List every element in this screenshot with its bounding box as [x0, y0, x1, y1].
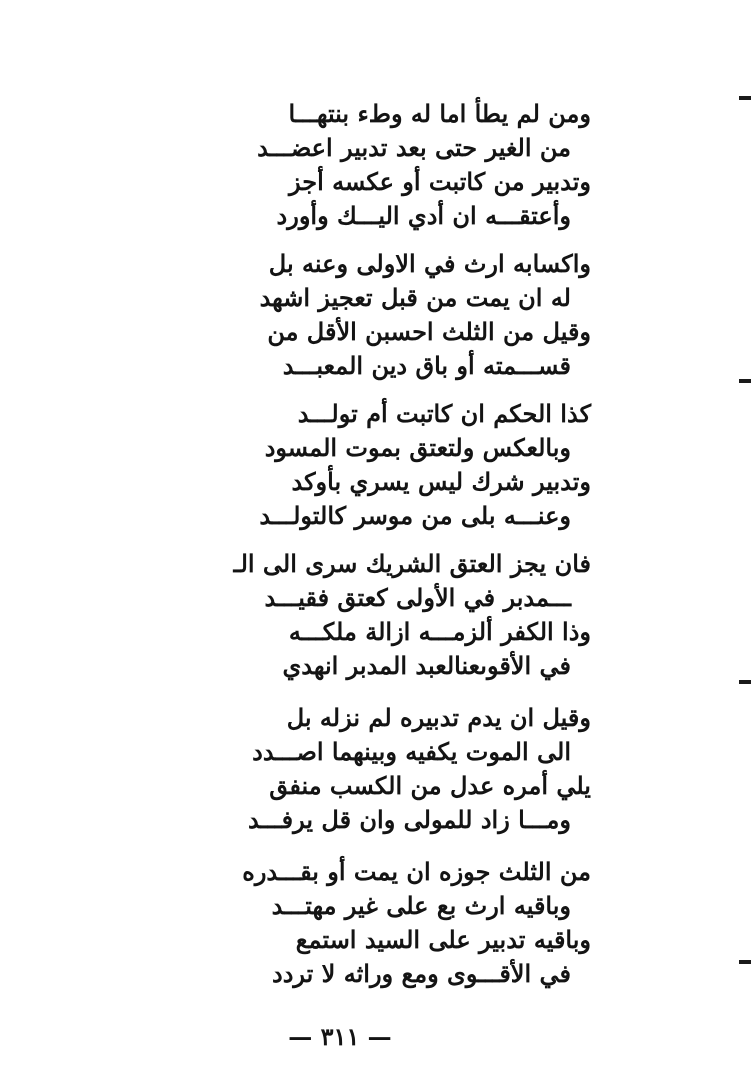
verse-line: وباقيه تدبير على السيد استمع	[295, 925, 591, 954]
verse-line: وأعتقـــه ان أدي اليـــك وأورد	[276, 201, 571, 230]
verse-line: ـــمدبر في الأولى كعتق فقيـــد	[264, 583, 571, 612]
verse-line: ومـــا زاد للمولى وان قل يرفـــد	[247, 805, 571, 834]
verse-line: وذا الكفر ألزمـــه ازالة ملكـــه	[288, 617, 591, 646]
page-number: — ٣١١ —	[288, 1022, 392, 1051]
verse-line: في الأقوىعنالعبد المدبر انهدي	[282, 651, 571, 680]
verse-line: وباقيه ارث بع على غير مهتـــد	[271, 891, 571, 920]
verse-line: وتدبير شرك ليس يسري بأوكد	[291, 467, 591, 496]
stanza-4	[111, 547, 591, 683]
verse-line: له ان يمت من قبل تعجيز اشهد	[259, 283, 571, 312]
verse-line: فان يجز العتق الشريك سرى الى الـ	[233, 549, 591, 578]
verse-line: قســـمته أو باق دين المعبـــد	[282, 351, 571, 380]
stanza-6	[111, 855, 591, 991]
verse-line: واكسابه ارث في الاولى وعنه بل	[268, 249, 591, 278]
verse-line: وتدبير من كاتبت أو عكسه أجز	[288, 167, 591, 196]
verse-line: في الأقـــوى ومع وراثه لا تردد	[272, 959, 571, 988]
page-edge-mark	[739, 96, 751, 100]
verse-line: من الثلث جوزه ان يمت أو بقـــدره	[242, 857, 591, 886]
verse-line: من الغير حتى بعد تدبير اعضـــد	[257, 133, 571, 162]
verse-line: ومن لم يطأ اما له وطء بنتهـــا	[288, 99, 591, 128]
verse-line: وقيل ان يدم تدبيره لم نزله بل	[286, 703, 591, 732]
stanza-5	[111, 701, 591, 837]
verse-line: وقيل من الثلث احسبن الأقل من	[267, 317, 591, 346]
page-edge-mark	[739, 379, 751, 383]
stanza-2	[111, 247, 591, 383]
verse-line: الى الموت يكفيه وبينهما اصـــدد	[252, 737, 571, 766]
stanza-1	[111, 97, 591, 233]
verse-line: وعنـــه بلى من موسر كالتولـــد	[259, 501, 571, 530]
verse-line: وبالعكس ولتعتق بموت المسود	[264, 433, 571, 462]
stanza-3	[111, 397, 591, 533]
page-edge-mark	[739, 960, 751, 964]
verse-line: كذا الحكم ان كاتبت أم تولـــد	[297, 399, 591, 428]
page-edge-mark	[739, 680, 751, 684]
verse-line: يلي أمره عدل من الكسب منفق	[269, 771, 591, 800]
